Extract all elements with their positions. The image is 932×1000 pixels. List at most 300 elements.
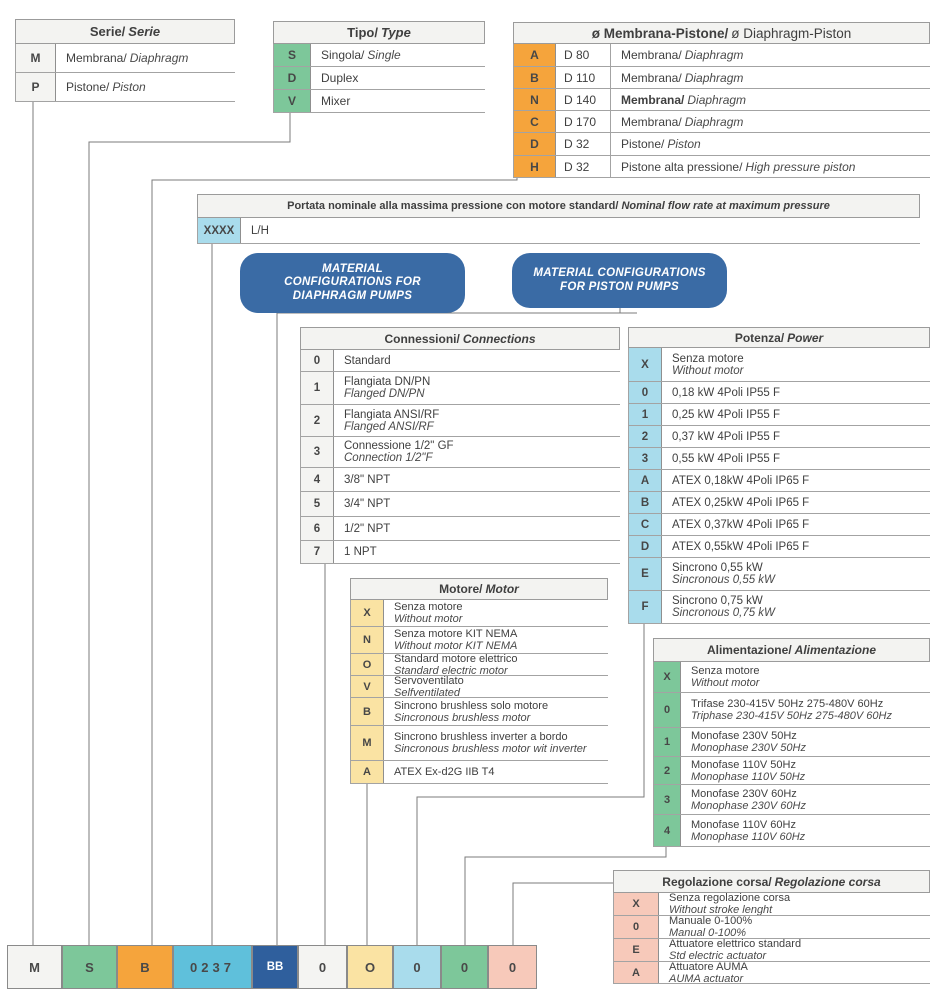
description-cell [659, 962, 930, 983]
description-cell [311, 67, 485, 89]
code-label: 0 [632, 921, 640, 933]
table-title-it: Portata nominale alla massima pressione con motore standard/ [287, 200, 619, 212]
table-row [351, 676, 608, 698]
table-body [300, 350, 620, 564]
description-cell [384, 726, 608, 760]
code-cell [629, 404, 662, 425]
description-en: Monophase 230V 60Hz [691, 799, 806, 812]
code-label: 5 [313, 498, 321, 510]
table-title-en: Alimentazione [794, 643, 877, 657]
table-tipo [273, 21, 485, 113]
table-row [301, 517, 620, 541]
table-body [197, 218, 920, 244]
size-label: D 110 [564, 70, 596, 85]
table-title-it: Tipo/ [347, 25, 378, 40]
table-title-en: Connections [462, 331, 536, 346]
description-en: Standard electric motor [394, 664, 508, 675]
table-title-it: Connessioni/ [384, 331, 460, 346]
description-it: Senza motore [672, 352, 744, 365]
description-cell [681, 757, 930, 784]
code-cell [198, 218, 241, 243]
description-en: Diaphragm [129, 51, 189, 65]
table-title-it: Serie/ [89, 24, 126, 39]
size-label: D 170 [564, 114, 597, 129]
table-row [16, 44, 235, 73]
table-row [301, 350, 620, 372]
code-label: 1 [313, 382, 321, 394]
description-cell [662, 348, 930, 381]
description-line [621, 116, 930, 128]
description-en: Triphase 230-415V 50Hz 275-480V 60Hz [691, 710, 892, 722]
code-segment-label: S [85, 959, 94, 975]
table-header [197, 194, 920, 218]
table-header [273, 21, 485, 44]
code-segment-O [347, 945, 393, 989]
description-cell [662, 558, 930, 590]
description-it: Membrana/ [621, 48, 682, 62]
material-box-line: MATERIAL [322, 262, 383, 275]
code-cell [514, 111, 556, 132]
description-cell [241, 218, 920, 243]
table-title-en: ø Diaphragm-Piston [731, 25, 852, 41]
code-label: 3 [663, 793, 671, 806]
table-row [629, 591, 930, 624]
code-cell [629, 470, 662, 491]
size-label: D 140 [564, 92, 597, 107]
code-segment-0 [393, 945, 441, 989]
code-label: 6 [313, 522, 321, 535]
code-segment-S [62, 945, 117, 989]
code-segment-0 [298, 945, 347, 989]
size-label: D 32 [564, 159, 590, 174]
description-en: Monophase 110V 50Hz [691, 770, 806, 783]
table-row [514, 67, 930, 89]
table-connessioni [300, 327, 620, 564]
code-label: E [641, 568, 649, 580]
description-it: Attuatore AUMA [669, 962, 748, 973]
description-it: 0,55 kW 4Poli IP55 F [672, 452, 781, 465]
code-segment-label: 0 [460, 959, 469, 975]
size-label: D 80 [564, 48, 590, 62]
code-segment-BB [252, 945, 298, 989]
table-row [629, 514, 930, 536]
code-segment-B [117, 945, 173, 989]
code-cell [654, 693, 681, 727]
code-label: A [640, 474, 650, 487]
size-cell [556, 67, 611, 88]
code-segment-label: 0 [508, 959, 517, 975]
description-cell [56, 73, 235, 101]
table-row [351, 761, 608, 784]
description-it: Trifase 230-415V 50Hz 275-480V 60Hz [691, 698, 884, 710]
description-cell [659, 939, 930, 961]
size-cell [556, 111, 611, 132]
table-membrana [513, 22, 930, 178]
description-en: AUMA actuator [669, 972, 744, 983]
table-row [514, 133, 930, 156]
description-en: Diaphragm [687, 92, 747, 107]
description-cell [662, 536, 930, 557]
table-body [613, 893, 930, 984]
description-it: Standard [344, 354, 391, 367]
table-row [514, 89, 930, 111]
code-cell [514, 44, 556, 66]
table-row [629, 492, 930, 514]
description-it: 0,25 kW 4Poli IP55 F [672, 408, 781, 421]
table-row [301, 437, 620, 468]
code-cell [16, 73, 56, 101]
description-cell [659, 893, 930, 915]
description-en: Sincronous 0,75 kW [672, 607, 775, 619]
description-en: Diaphragm [684, 48, 744, 62]
code-segment-label: 0 [413, 959, 421, 975]
code-cell [629, 426, 662, 447]
description-it: 1 NPT [344, 546, 377, 558]
code-label: C [530, 114, 539, 129]
table-row [198, 218, 920, 244]
table-row [629, 404, 930, 426]
description-en: Without motor [394, 613, 463, 625]
description-it: Sincrono 0,75 kW [672, 595, 763, 607]
description-it: Flangiata DN/PN [344, 376, 431, 388]
table-row [274, 90, 485, 113]
description-cell [662, 448, 930, 469]
connector-regolazione [513, 883, 613, 946]
description-cell [334, 541, 620, 563]
description-it: Singola/ [321, 48, 365, 62]
description-cell [681, 728, 930, 756]
table-potenza [628, 327, 930, 624]
code-label: V [363, 680, 371, 693]
code-cell [654, 785, 681, 814]
table-body [628, 348, 930, 624]
table-title-it: Potenza/ [734, 330, 785, 345]
code-label: M [30, 51, 41, 65]
description-en: Diaphragm [684, 70, 744, 85]
description-cell [662, 404, 930, 425]
description-it: Servoventilato [394, 676, 464, 687]
code-label: 4 [313, 473, 321, 486]
table-row [654, 728, 930, 757]
size-cell [556, 44, 611, 66]
table-title-it: Motore/ [439, 582, 483, 596]
code-cell [514, 67, 556, 88]
code-cell [301, 350, 334, 371]
description-cell [384, 654, 608, 675]
table-body [653, 662, 930, 847]
code-label: 3 [313, 446, 321, 458]
table-title-en: Serie [128, 24, 161, 39]
code-cell [629, 591, 662, 623]
code-label: 0 [313, 354, 321, 367]
table-row [654, 815, 930, 847]
code-label: 7 [313, 546, 321, 558]
table-row [654, 693, 930, 728]
code-segment-M [7, 945, 62, 989]
table-row [351, 654, 608, 676]
description-cell [334, 437, 620, 467]
material-config-piston-box [512, 253, 727, 308]
table-row [629, 470, 930, 492]
code-cell [301, 437, 334, 467]
description-it: Membrana/ [621, 114, 682, 129]
table-title-it: ø Membrana-Pistone/ [591, 25, 729, 41]
table-row [16, 73, 235, 102]
table-row [629, 348, 930, 382]
table-row [514, 156, 930, 178]
description-it: Senza motore KIT NEMA [394, 628, 518, 640]
description-en: Flanged ANSI/RF [344, 420, 434, 433]
description-cell [334, 350, 620, 371]
description-cell [384, 761, 608, 783]
code-label: XXXX [203, 224, 235, 237]
description-en: Connection 1/2"F [344, 452, 433, 464]
table-row [514, 111, 930, 133]
table-header [653, 638, 930, 662]
code-cell [351, 761, 384, 783]
description-cell [334, 492, 620, 516]
code-label: V [287, 94, 296, 108]
code-cell [351, 726, 384, 760]
table-row [629, 382, 930, 404]
table-row [301, 541, 620, 564]
code-label: 4 [663, 824, 671, 837]
table-header [300, 327, 620, 350]
code-cell [301, 405, 334, 436]
code-cell [274, 90, 311, 112]
description-it: 3/8" NPT [344, 473, 391, 486]
table-row [301, 405, 620, 437]
table-header [628, 327, 930, 348]
description-cell [662, 591, 930, 623]
code-label: E [632, 944, 640, 956]
code-cell [614, 893, 659, 915]
code-segment-0237 [173, 945, 252, 989]
table-body [513, 44, 930, 178]
code-label: F [641, 601, 649, 613]
description-line [621, 161, 930, 173]
table-row [614, 916, 930, 939]
description-en: Piston [112, 80, 146, 94]
code-cell [351, 676, 384, 697]
table-serie [15, 19, 235, 102]
code-cell [274, 67, 311, 89]
description-en: High pressure piston [745, 159, 856, 174]
code-cell [351, 600, 384, 626]
description-it: 0,18 kW 4Poli IP55 F [672, 386, 781, 399]
size-label: D 32 [564, 137, 590, 151]
description-cell [311, 90, 485, 112]
code-label: X [641, 358, 649, 371]
description-it: Membrana/ [621, 92, 685, 107]
description-it: L/H [251, 224, 269, 237]
table-row [654, 662, 930, 693]
table-row [351, 627, 608, 654]
code-cell [629, 382, 662, 403]
table-header [613, 870, 930, 893]
description-en: Without motor [672, 364, 744, 377]
code-label: 0 [663, 704, 671, 716]
description-cell [334, 517, 620, 540]
description-en: Std electric actuator [669, 950, 767, 961]
code-cell [629, 448, 662, 469]
size-cell [556, 156, 611, 177]
table-row [274, 67, 485, 90]
description-cell [384, 676, 608, 697]
description-it: Monofase 110V 60Hz [691, 818, 796, 831]
table-alimentazione [653, 638, 930, 847]
code-cell [629, 558, 662, 590]
code-segment-label: BB [266, 961, 284, 973]
code-label: B [530, 70, 539, 85]
table-row [301, 372, 620, 405]
description-it: Sincrono brushless solo motore [394, 699, 549, 712]
code-cell [614, 939, 659, 961]
code-segment-0 [441, 945, 488, 989]
material-config-diaphragm-box [240, 253, 465, 313]
description-cell [681, 693, 930, 727]
description-it: Pistone alta pressione/ [621, 159, 743, 174]
description-cell [611, 133, 930, 155]
code-cell [301, 372, 334, 404]
table-header [350, 578, 608, 600]
code-cell [614, 916, 659, 938]
code-label: A [530, 48, 539, 62]
code-label: 1 [641, 408, 649, 421]
table-row [614, 893, 930, 916]
description-it: Manuale 0-100% [669, 916, 753, 927]
code-cell [301, 541, 334, 563]
description-cell [56, 44, 235, 72]
description-cell [384, 600, 608, 626]
description-en: Selfventilated [394, 686, 461, 697]
description-cell [334, 372, 620, 404]
code-label: 2 [663, 764, 671, 777]
code-label: 0 [641, 386, 649, 399]
table-body [15, 44, 235, 102]
code-cell [514, 156, 556, 177]
code-cell [351, 654, 384, 675]
code-label: P [31, 80, 40, 94]
table-regolazione [613, 870, 930, 984]
description-it: 0,37 kW 4Poli IP55 F [672, 430, 781, 443]
description-en: Sincronous 0,55 kW [672, 574, 775, 586]
description-cell [681, 662, 930, 692]
size-cell [556, 133, 611, 155]
description-cell [334, 468, 620, 491]
code-label: X [632, 898, 640, 910]
description-line [66, 52, 235, 64]
description-cell [611, 111, 930, 132]
code-label: 2 [313, 414, 321, 427]
code-label: N [363, 634, 371, 646]
description-en: Flanged DN/PN [344, 388, 425, 400]
description-it: Pistone/ [621, 137, 665, 151]
description-cell [662, 382, 930, 403]
code-label: S [287, 48, 296, 62]
material-box-line: CONFIGURATIONS FOR [284, 276, 421, 289]
description-en: Piston [667, 137, 701, 151]
description-en: Without stroke lenght [669, 904, 773, 915]
description-cell [611, 89, 930, 110]
table-title-en: Motor [485, 582, 519, 596]
code-cell [654, 662, 681, 692]
description-line [621, 94, 930, 106]
code-label: D [640, 540, 650, 553]
description-it: Membrana/ [66, 51, 127, 65]
table-header [513, 22, 930, 44]
description-en: Diaphragm [684, 114, 744, 129]
code-cell [654, 815, 681, 846]
code-label: A [632, 966, 640, 979]
code-cell [514, 89, 556, 110]
size-cell [556, 89, 611, 110]
description-it: ATEX 0,18kW 4Poli IP65 F [672, 474, 810, 487]
code-cell [301, 492, 334, 516]
code-segment-label: M [29, 959, 40, 975]
table-row [629, 536, 930, 558]
table-row [654, 785, 930, 815]
description-it: Pistone/ [66, 80, 110, 94]
material-box-line: MATERIAL CONFIGURATIONS [533, 267, 706, 279]
code-cell [629, 348, 662, 381]
table-motore [350, 578, 608, 784]
code-cell [16, 44, 56, 72]
table-title-it: Regolazione corsa/ [662, 874, 772, 889]
code-cell [654, 757, 681, 784]
table-row [301, 492, 620, 517]
description-en: Without motor [691, 677, 760, 689]
description-cell [311, 44, 485, 66]
description-it: Monofase 230V 60Hz [691, 787, 797, 800]
description-cell [384, 627, 608, 653]
description-it: Mixer [321, 94, 351, 108]
description-en: Monophase 230V 50Hz [691, 742, 806, 754]
code-label: 3 [641, 452, 649, 465]
description-it: 1/2" NPT [344, 522, 391, 535]
description-it: Duplex [321, 71, 359, 85]
description-it: Sincrono brushless inverter a bordo [394, 731, 568, 743]
code-segment-label: 0237 [190, 959, 235, 975]
table-title-en: Nominal flow rate at maximum pressure [621, 200, 830, 212]
description-en: Monophase 110V 60Hz [691, 830, 806, 843]
code-label: D [287, 71, 297, 85]
code-cell [629, 514, 662, 535]
code-cell [301, 468, 334, 491]
description-cell [681, 785, 930, 814]
table-row [351, 698, 608, 726]
description-cell [384, 698, 608, 725]
description-line [66, 81, 235, 93]
code-cell [274, 44, 311, 66]
description-cell [334, 405, 620, 436]
table-body [273, 44, 485, 113]
code-label: B [363, 705, 371, 718]
code-label: D [530, 137, 539, 151]
table-row [514, 44, 930, 67]
table-row [274, 44, 485, 67]
description-it: Senza motore [691, 665, 760, 677]
description-en: Without motor KIT NEMA [394, 640, 518, 652]
description-it: Attuatore elettrico standard [669, 939, 802, 950]
table-title-en: Type [380, 25, 411, 40]
code-cell [514, 133, 556, 155]
code-label: N [530, 92, 539, 107]
table-portata [197, 194, 920, 244]
code-label: C [640, 518, 650, 531]
table-row [629, 448, 930, 470]
table-title-en: Power [787, 330, 824, 345]
